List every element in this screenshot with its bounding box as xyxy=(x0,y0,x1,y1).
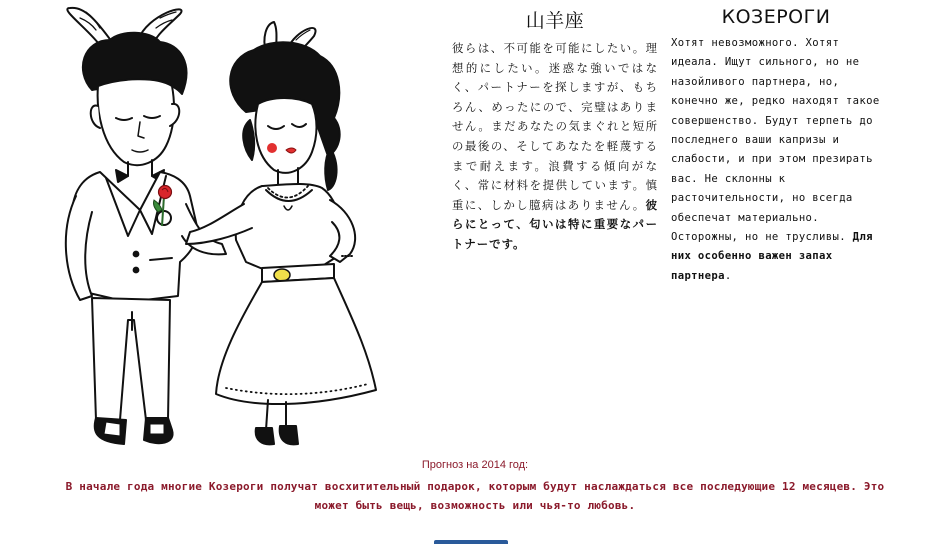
russian-text-column xyxy=(671,6,881,286)
russian-title: КОЗЕРОГИ xyxy=(721,6,831,28)
woman-skirt xyxy=(216,278,376,404)
japanese-title: 山羊座 xyxy=(525,10,585,32)
russian-emphasis-end: . xyxy=(724,269,732,282)
man-jacket xyxy=(72,172,197,302)
woman-belt-buckle xyxy=(274,269,290,281)
forecast-text: В начале года многие Козероги получат восхитительный подарок, которым будут наслаждаться все последующие 12 месяцев. Это может быть вещь, возможность или чья-то любовь. xyxy=(65,480,885,512)
woman-face xyxy=(255,98,316,173)
japanese-body xyxy=(452,39,658,255)
russian-body-text: Хотят невозможного. Хотят идеала. Ищут сильного, но не назойливого партнера, но, конечно же, редко находят такое совершенство. Будут терпеть до последнего ваши капризы и слабости, и при этом презирать вас. Не склонны к расточительности, но всегда обеспечат материально. Осторожны, но не трусливы. xyxy=(671,37,880,244)
forecast-section xyxy=(40,459,910,515)
japanese-emphasis: 彼らにとって、匂いは特に重要なパートナーです。 xyxy=(452,197,658,251)
man-face xyxy=(98,79,174,165)
woman-figure xyxy=(186,22,376,444)
woman-shoes xyxy=(256,428,274,444)
japanese-body-text: 彼らは、不可能を可能にしたい。理想的にしたい。迷惑な強いではなく、パートナーを探しますが、もちろん、めったにので、完璧はありません。まだあなたの気まぐれと短所の最後の、そしてあなたを軽蔑するまで耐えます。浪費する傾向がなく、常に材料を提供しています。慎重に、しかし臆病はありません。 xyxy=(452,41,658,212)
man-figure xyxy=(66,8,226,444)
capricorn-couple-illustration xyxy=(40,0,450,462)
forecast-title: Прогноз на 2014 год: xyxy=(421,459,529,471)
japanese-text-column xyxy=(452,6,658,255)
russian-emphasis: Для них особенно важен запах партнера xyxy=(671,231,873,282)
bottom-accent-bar xyxy=(434,540,508,544)
russian-body xyxy=(671,34,881,286)
